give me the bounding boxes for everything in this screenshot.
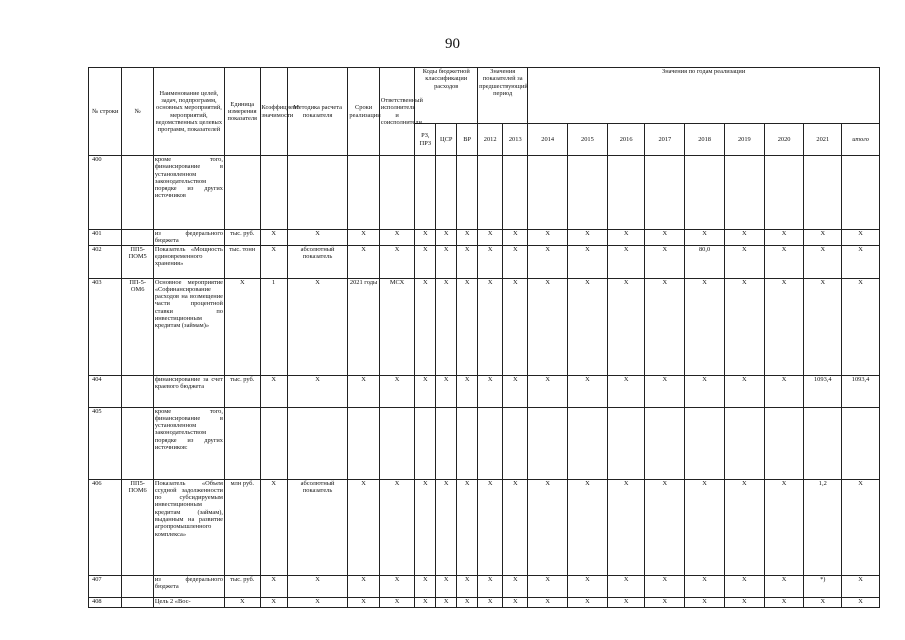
period-cell: Х xyxy=(348,245,379,278)
year-value-cell: Х xyxy=(685,230,725,246)
year-value-cell: Х xyxy=(804,230,842,246)
csr-cell xyxy=(436,156,457,230)
year-value-cell: Х xyxy=(724,597,764,607)
year-value-cell: Х xyxy=(528,230,568,246)
year-value-cell: Х xyxy=(503,375,528,407)
year-value-cell: Х xyxy=(724,278,764,375)
header-year: 2015 xyxy=(568,124,608,156)
period-cell: Х xyxy=(348,479,379,575)
row-number-cell: 403 xyxy=(89,278,122,375)
total-cell: Х xyxy=(842,278,880,375)
year-value-cell xyxy=(685,407,725,479)
year-value-cell xyxy=(503,156,528,230)
executor-cell: Х xyxy=(379,230,415,246)
year-value-cell xyxy=(528,407,568,479)
vr-cell xyxy=(457,156,478,230)
method-cell: Х xyxy=(287,575,348,597)
method-cell xyxy=(287,407,348,479)
year-value-cell: Х xyxy=(503,278,528,375)
coefficient-cell: Х xyxy=(260,575,287,597)
table-row xyxy=(89,156,880,230)
executor-cell: Х xyxy=(379,375,415,407)
year-value-cell: Х xyxy=(607,278,645,375)
year-value-cell xyxy=(607,156,645,230)
year-value-cell: Х xyxy=(503,575,528,597)
year-value-cell xyxy=(568,156,608,230)
year-value-cell: Х xyxy=(503,597,528,607)
rz-cell: Х xyxy=(415,245,436,278)
year-value-cell: 80,0 xyxy=(685,245,725,278)
year-value-cell: Х xyxy=(685,479,725,575)
header-year: 2013 xyxy=(503,124,528,156)
year-value-cell: Х xyxy=(528,245,568,278)
code-cell xyxy=(122,407,153,479)
year-value-cell: 1,2 xyxy=(804,479,842,575)
row-number-cell: 401 xyxy=(89,230,122,246)
year-value-cell: Х xyxy=(568,575,608,597)
header-no: № xyxy=(122,68,153,156)
code-cell xyxy=(122,575,153,597)
period-cell: 2021 годы xyxy=(348,278,379,375)
name-cell: кроме того, финансирование в установленном законодательством порядке из других источников xyxy=(153,156,224,230)
header-executor: Ответственный исполнитель и соисполнители xyxy=(379,68,415,156)
header-year: 2018 xyxy=(685,124,725,156)
year-value-cell: Х xyxy=(503,230,528,246)
csr-cell: Х xyxy=(436,375,457,407)
year-value-cell: Х xyxy=(568,479,608,575)
header-name: Наименование целей, задач, подпрограмм, основных мероприятий, мероприятий, ведомственных целевых программ, показателей xyxy=(153,68,224,156)
coefficient-cell xyxy=(260,407,287,479)
header-period: Сроки реализации xyxy=(348,68,379,156)
unit-cell: тыс. тонн xyxy=(224,245,260,278)
vr-cell: Х xyxy=(457,479,478,575)
code-cell xyxy=(122,597,153,607)
coefficient-cell: Х xyxy=(260,375,287,407)
header-method: Методика расчета показателя xyxy=(287,68,348,156)
year-value-cell xyxy=(478,407,503,479)
year-value-cell: Х xyxy=(645,597,685,607)
coefficient-cell: Х xyxy=(260,245,287,278)
period-cell: Х xyxy=(348,375,379,407)
name-cell: Показатель «Объем ссудной задолженности по субсидируемым инвестиционным кредитам (займам), выданным на развитие агропромышленного комплекса» xyxy=(153,479,224,575)
vr-cell: Х xyxy=(457,230,478,246)
year-value-cell: Х xyxy=(764,230,804,246)
row-number-cell: 404 xyxy=(89,375,122,407)
code-cell xyxy=(122,156,153,230)
year-value-cell: Х xyxy=(607,245,645,278)
year-value-cell xyxy=(645,407,685,479)
rz-cell: Х xyxy=(415,479,436,575)
year-value-cell: 1093,4 xyxy=(804,375,842,407)
total-cell: 1093,4 xyxy=(842,375,880,407)
table-row xyxy=(89,597,880,607)
code-cell: ПП-5-ОМ6 xyxy=(122,278,153,375)
unit-cell: тыс. руб. xyxy=(224,575,260,597)
rz-cell: Х xyxy=(415,230,436,246)
year-value-cell: Х xyxy=(685,597,725,607)
vr-cell: Х xyxy=(457,245,478,278)
vr-cell: Х xyxy=(457,278,478,375)
year-value-cell: Х xyxy=(645,230,685,246)
unit-cell: млн руб. xyxy=(224,479,260,575)
year-value-cell: Х xyxy=(568,375,608,407)
year-value-cell: Х xyxy=(568,245,608,278)
header-prior-values: Значения показателей за предшествующий период xyxy=(478,68,528,124)
csr-cell: Х xyxy=(436,245,457,278)
rz-cell xyxy=(415,156,436,230)
header-row-no: № строки xyxy=(89,68,122,156)
code-cell xyxy=(122,230,153,246)
year-value-cell xyxy=(724,156,764,230)
rz-cell: Х xyxy=(415,375,436,407)
unit-cell: Х xyxy=(224,597,260,607)
method-cell: Х xyxy=(287,278,348,375)
year-value-cell xyxy=(528,156,568,230)
year-value-cell: Х xyxy=(645,479,685,575)
name-cell: из федерального бюджета xyxy=(153,575,224,597)
year-value-cell: Х xyxy=(804,278,842,375)
method-cell: Х xyxy=(287,597,348,607)
year-value-cell xyxy=(804,156,842,230)
year-value-cell: Х xyxy=(528,375,568,407)
header-unit: Единица измерения показателя xyxy=(224,68,260,156)
year-value-cell: Х xyxy=(607,479,645,575)
csr-cell: Х xyxy=(436,479,457,575)
method-cell: абсолютный показатель xyxy=(287,479,348,575)
year-value-cell xyxy=(645,156,685,230)
year-value-cell: Х xyxy=(645,375,685,407)
header-total: итого xyxy=(842,124,880,156)
rz-cell: Х xyxy=(415,278,436,375)
table-row xyxy=(89,230,880,246)
year-value-cell xyxy=(804,407,842,479)
vr-cell xyxy=(457,407,478,479)
executor-cell: Х xyxy=(379,245,415,278)
row-number-cell: 400 xyxy=(89,156,122,230)
executor-cell: Х xyxy=(379,575,415,597)
year-value-cell: Х xyxy=(528,278,568,375)
table-row xyxy=(89,407,880,479)
year-value-cell: Х xyxy=(724,230,764,246)
unit-cell xyxy=(224,407,260,479)
year-value-cell xyxy=(568,407,608,479)
year-value-cell: Х xyxy=(685,575,725,597)
name-cell: Цель 2 «Вос- xyxy=(153,597,224,607)
year-value-cell: Х xyxy=(478,375,503,407)
rz-cell: Х xyxy=(415,597,436,607)
year-value-cell xyxy=(685,156,725,230)
year-value-cell: Х xyxy=(764,479,804,575)
executor-cell xyxy=(379,407,415,479)
period-cell: Х xyxy=(348,230,379,246)
csr-cell: Х xyxy=(436,278,457,375)
period-cell xyxy=(348,407,379,479)
unit-cell: тыс. руб. xyxy=(224,230,260,246)
total-cell: Х xyxy=(842,597,880,607)
year-value-cell: Х xyxy=(764,278,804,375)
vr-cell: Х xyxy=(457,375,478,407)
year-value-cell: Х xyxy=(568,278,608,375)
code-cell: ПП5-ПОМ6 xyxy=(122,479,153,575)
total-cell: Х xyxy=(842,479,880,575)
header-csr: ЦСР xyxy=(436,124,457,156)
executor-cell: МСХ xyxy=(379,278,415,375)
year-value-cell: Х xyxy=(528,575,568,597)
year-value-cell: Х xyxy=(503,479,528,575)
year-value-cell xyxy=(724,407,764,479)
table-row xyxy=(89,375,880,407)
row-number-cell: 402 xyxy=(89,245,122,278)
period-cell: Х xyxy=(348,597,379,607)
header-vr: ВР xyxy=(457,124,478,156)
year-value-cell: Х xyxy=(607,597,645,607)
year-value-cell: Х xyxy=(503,245,528,278)
year-value-cell xyxy=(607,407,645,479)
total-cell xyxy=(842,407,880,479)
year-value-cell: Х xyxy=(478,278,503,375)
year-value-cell: Х xyxy=(607,230,645,246)
total-cell: Х xyxy=(842,230,880,246)
coefficient-cell: Х xyxy=(260,230,287,246)
year-value-cell: Х xyxy=(724,575,764,597)
year-value-cell: Х xyxy=(764,597,804,607)
header-year: 2021 xyxy=(804,124,842,156)
unit-cell xyxy=(224,156,260,230)
year-value-cell: Х xyxy=(568,230,608,246)
rz-cell xyxy=(415,407,436,479)
coefficient-cell: Х xyxy=(260,597,287,607)
total-cell xyxy=(842,156,880,230)
table-row xyxy=(89,479,880,575)
year-value-cell: Х xyxy=(764,245,804,278)
header-rz-prz: РЗ, ПРЗ xyxy=(415,124,436,156)
unit-cell: Х xyxy=(224,278,260,375)
year-value-cell: Х xyxy=(607,375,645,407)
coefficient-cell xyxy=(260,156,287,230)
period-cell: Х xyxy=(348,575,379,597)
row-number-cell: 406 xyxy=(89,479,122,575)
year-value-cell: *) xyxy=(804,575,842,597)
period-cell xyxy=(348,156,379,230)
year-value-cell: Х xyxy=(478,245,503,278)
row-number-cell: 405 xyxy=(89,407,122,479)
header-year: 2012 xyxy=(478,124,503,156)
indicators-table xyxy=(88,67,880,608)
csr-cell: Х xyxy=(436,230,457,246)
year-value-cell: Х xyxy=(685,278,725,375)
header-year: 2017 xyxy=(645,124,685,156)
header-year: 2019 xyxy=(724,124,764,156)
year-value-cell: Х xyxy=(804,597,842,607)
row-number-cell: 408 xyxy=(89,597,122,607)
name-cell: финансирование за счет краевого бюджета xyxy=(153,375,224,407)
header-year: 2020 xyxy=(764,124,804,156)
year-value-cell: Х xyxy=(804,245,842,278)
name-cell: кроме того, финансирование в установленном законодательством порядке из других источников: xyxy=(153,407,224,479)
csr-cell: Х xyxy=(436,575,457,597)
year-value-cell: Х xyxy=(568,597,608,607)
year-value-cell: Х xyxy=(724,375,764,407)
vr-cell: Х xyxy=(457,575,478,597)
year-value-cell: Х xyxy=(645,278,685,375)
name-cell: из федерального бюджета xyxy=(154,230,223,245)
table-row xyxy=(89,245,880,278)
year-value-cell: Х xyxy=(685,375,725,407)
row-number-cell: 407 xyxy=(89,575,122,597)
csr-cell: Х xyxy=(436,597,457,607)
table-row xyxy=(89,278,880,375)
vr-cell: Х xyxy=(457,597,478,607)
year-value-cell xyxy=(478,156,503,230)
year-value-cell xyxy=(764,407,804,479)
coefficient-cell: 1 xyxy=(260,278,287,375)
total-cell: Х xyxy=(842,245,880,278)
year-value-cell: Х xyxy=(724,245,764,278)
year-value-cell: Х xyxy=(764,375,804,407)
method-cell: Х xyxy=(287,230,348,246)
executor-cell: Х xyxy=(379,597,415,607)
csr-cell xyxy=(436,407,457,479)
year-value-cell: Х xyxy=(645,245,685,278)
coefficient-cell: Х xyxy=(260,479,287,575)
year-value-cell: Х xyxy=(645,575,685,597)
name-cell: Показатель «Мощность единовременного хранения» xyxy=(153,245,224,278)
method-cell xyxy=(287,156,348,230)
header-year: 2014 xyxy=(528,124,568,156)
page-number: 90 xyxy=(445,36,460,52)
year-value-cell: Х xyxy=(607,575,645,597)
table-row xyxy=(89,575,880,597)
code-cell: ПП5-ПОМ5 xyxy=(122,245,153,278)
total-cell: Х xyxy=(842,575,880,597)
method-cell: Х xyxy=(287,375,348,407)
name-cell: Основное мероприятие «Софинансирование расходов на возмещение части процентной ставки по инвестиционным кредитам (займам)» xyxy=(153,278,224,375)
year-value-cell: Х xyxy=(478,597,503,607)
year-value-cell: Х xyxy=(478,230,503,246)
header-year: 2016 xyxy=(607,124,645,156)
year-value-cell xyxy=(764,156,804,230)
year-value-cell xyxy=(503,407,528,479)
rz-cell: Х xyxy=(415,575,436,597)
year-value-cell: Х xyxy=(528,479,568,575)
header-coefficient: Коэффициент значимости xyxy=(260,68,287,156)
header-budget-codes: Коды бюджетной классификации расходов xyxy=(415,68,478,124)
year-value-cell: Х xyxy=(724,479,764,575)
year-value-cell: Х xyxy=(478,479,503,575)
executor-cell xyxy=(379,156,415,230)
unit-cell: тыс. руб. xyxy=(224,375,260,407)
year-value-cell: Х xyxy=(764,575,804,597)
year-value-cell: Х xyxy=(478,575,503,597)
method-cell: абсолютный показатель xyxy=(287,245,348,278)
executor-cell: Х xyxy=(379,479,415,575)
header-years-values: Значения по годам реализации xyxy=(528,68,880,124)
year-value-cell: Х xyxy=(528,597,568,607)
code-cell xyxy=(122,375,153,407)
